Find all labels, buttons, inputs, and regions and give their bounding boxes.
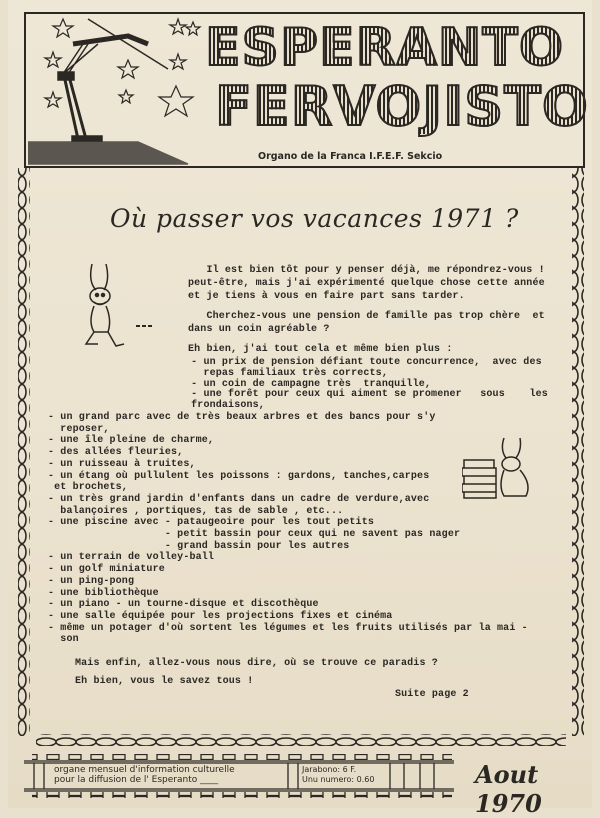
issue-date: Aout 1970 [475, 760, 542, 818]
article-heading: Où passer vos vacances 1971 ? [110, 204, 519, 233]
rabbit-illustration-icon [80, 262, 160, 352]
list-item: - une bibliothèque [48, 587, 159, 599]
list-item: - un prix de pension défiant toute concurrence, avec des [185, 357, 542, 368]
list-item: - un piano - un tourne-disque et discothèque [48, 599, 319, 611]
list-item: - une forêt pour ceux qui aiment se promener sous les [185, 389, 548, 401]
amenities-list-1 [185, 358, 548, 412]
list-item: - un grand parc avec de très beaux arbres et des bancs pour s'y [48, 412, 436, 423]
closing-question: Mais enfin, allez-vous nous dire, où se trouve ce paradis ? [75, 658, 438, 669]
text-line: organe mensuel d'information culturelle [54, 765, 235, 775]
article-paragraph-2 [188, 310, 545, 336]
masthead-title-line1: ESPERANTO [205, 18, 565, 78]
list-item: - une piscine avec - pataugeoire pour les tout petits [48, 517, 375, 529]
list-item: - une île pleine de charme, [48, 435, 215, 447]
list-item: - un très grand jardin d'enfants dans un cadre de verdure,avec [48, 493, 430, 505]
article-paragraph-3: Eh bien, j'ai tout cela et même bien plus : [188, 344, 453, 355]
single-issue-price: Unu numero: 0.60 [302, 775, 375, 784]
list-item: reposer, [48, 423, 110, 435]
closing-answer: Eh bien, vous le savez tous ! [75, 676, 254, 687]
list-item: frondaisons, [185, 400, 265, 412]
list-item: - un ruisseau à truites, [48, 458, 196, 470]
text-line: Cherchez-vous une pension de famille pas trop chère et [188, 311, 545, 322]
text-line: et je tiens à vous en faire part sans tarder. [188, 291, 465, 302]
list-item: balançoires , portiques, tas de sable , etc... [48, 505, 344, 517]
masthead-subtitle: Organo de la Franca I.F.E.F. Sekcio [258, 151, 443, 162]
list-item: son [48, 634, 79, 646]
text-line: peut-être, mais j'ai expérimenté quelque chose cette année [188, 278, 545, 289]
text-line: Il est bien tôt pour y penser déjà, me répondrez-vous ! [188, 265, 545, 276]
subscription-price: Jarabono: 6 F. [302, 765, 357, 774]
list-item: - un terrain de volley-ball [48, 552, 215, 564]
list-item: - même un potager d'où sortent les légumes et les fruits utilisés par la mai - [48, 622, 528, 634]
masthead-title-line2: FERVOJISTO [215, 75, 589, 138]
list-item: - une salle équipée pour les projections fixes et cinéma [48, 610, 393, 622]
article-paragraph-1 [188, 264, 545, 303]
text-line: pour la diffusion de l' Esperanto ____ [54, 775, 219, 785]
amenities-list-2 [48, 412, 528, 646]
continued-note: Suite page 2 [395, 689, 469, 700]
list-item: - petit bassin pour ceux qui ne savent pas nager [48, 529, 461, 541]
footer-prices [302, 765, 374, 785]
list-item: - un ping-pong [48, 575, 135, 587]
list-item: - un golf miniature [48, 564, 165, 576]
footer-description [54, 765, 235, 785]
list-item: et brochets, [48, 482, 128, 494]
text-line: dans un coin agréable ? [188, 324, 330, 335]
lamp-stars-illustration-icon [28, 14, 208, 166]
list-item: - des allées fleuries, [48, 447, 184, 459]
list-item: - un étang où pullulent les poissons : gardons, tanches,carpes [48, 470, 430, 482]
list-item: - un coin de campagne très tranquille, [185, 378, 432, 390]
list-item: - grand bassin pour les autres [48, 540, 350, 552]
list-item: repas familiaux très corrects, [185, 367, 388, 379]
